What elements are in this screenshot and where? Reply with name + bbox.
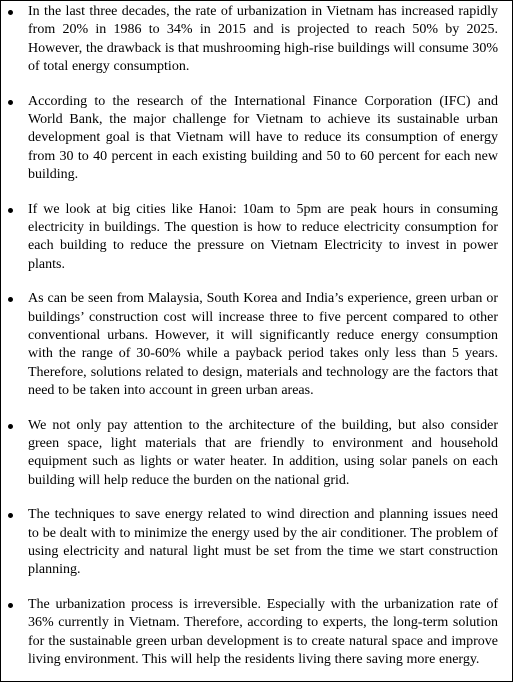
list-item [1, 93, 512, 184]
bullet-icon [8, 10, 13, 15]
list-item [1, 290, 512, 400]
bullet-icon [8, 603, 13, 608]
bullet-icon [8, 297, 13, 302]
bullet-icon [8, 424, 13, 429]
list-item [1, 506, 512, 579]
bullet-icon [8, 100, 13, 105]
paragraph-text: In the last three decades, the rate of urbanization in Vietnam has increased rapidly from 20% in 1986 to 34% in 2015 and is projected to reach 50% by 2025. However, the drawback is that mushrooming high-rise buildings will consume 30% of total energy consumption. [28, 4, 498, 74]
list-item [1, 3, 512, 76]
list-item [1, 201, 512, 274]
bullet-icon [8, 513, 13, 518]
paragraph-text: If we look at big cities like Hanoi: 10am to 5pm are peak hours in consuming electricity in buildings. The question is how to reduce electricity consumption for each building to reduce the pressure on Vietnam Electricity to invest in power plants. [28, 201, 498, 272]
paragraph-text: The techniques to save energy related to wind direction and planning issues need to be dealt with to minimize the energy used by the air conditioner. The problem of using electricity and natural light must be set from the time we start construction planning. [28, 507, 498, 578]
list-item [1, 596, 512, 669]
bullet-icon [8, 208, 13, 213]
paragraph-text: As can be seen from Malaysia, South Korea and India’s experience, green urban or buildings’ construction cost will increase three to five percent compared to other conventional urbans. However, it will significantly reduce energy consumption with the range of 30-60% while a payback period takes only less than 5 years. Therefore, solutions related to design, materials and technology are the factors that need to be taken into account in green urban areas. [28, 291, 498, 398]
paragraph-text: The urbanization process is irreversible. Especially with the urbanization rate of 36% currently in Vietnam. Therefore, according to experts, the long-term solution for the sustainable green urban development is to create natural space and improve living environment. This will help the residents living there saving more energy. [28, 597, 498, 667]
paragraph-text: We not only pay attention to the architecture of the building, but also consider green space, light materials that are friendly to environment and household equipment such as lights or water heater. In addition, using solar panels on each building will help reduce the burden on the national grid. [28, 417, 498, 488]
bullet-list [1, 1, 512, 669]
paragraph-text: According to the research of the International Finance Corporation (IFC) and World Bank, the major challenge for Vietnam to achieve its sustainable urban development goal is that Vietnam will have to reduce its consumption of energy from 30 to 40 percent in each existing building and 50 to 60 percent for each new building. [28, 93, 498, 182]
list-item [1, 417, 512, 490]
